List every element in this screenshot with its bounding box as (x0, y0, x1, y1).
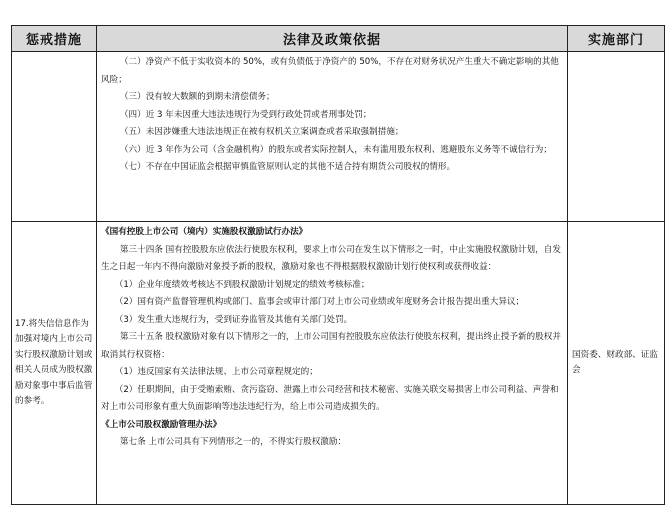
clause-line: （四）近 3 年未因重大违法违规行为受到行政处罚或者刑事处罚； (119, 109, 372, 120)
clause-line: （2）国有资产监督管理机构或部门、监事会或审计部门对上市公司业绩或年度财务会计报告提出重大异议； (114, 297, 525, 307)
header-measure: 惩戒措施 (12, 26, 97, 52)
clause-line: （二）净资产不低于实收资本的 50%，或有负债低于净资产的 50%，不存在对财务状况产生重大不确定影响的其他风险； (101, 57, 559, 85)
clause-line: （3）发生重大违规行为，受到证券监管及其他有关部门处罚。 (114, 314, 353, 325)
table-row (12, 222, 665, 505)
clause-line: （1）违反国家有关法律法规、上市公司章程规定的； (114, 367, 318, 377)
law-title: 《上市公司股权激励管理办法》 (101, 419, 222, 430)
table-row (12, 52, 665, 222)
clause-line: （五）未因涉嫌重大违法违规正在被有权机关立案调查或者采取强制措施； (119, 127, 404, 137)
header-basis: 法律及政策依据 (97, 26, 568, 52)
penalty-table (11, 25, 665, 505)
measure-cell: 17.将失信信息作为加强对境内上市公司实行股权激励计划或相关人员成为股权激励对象事中事后监管的参考。 (12, 222, 97, 505)
dept-cell: 国资委、财政部、证监会 (568, 222, 665, 505)
clause-line: （1）企业年度绩效考核达不到股权激励计划规定的绩效考核标准； (114, 279, 370, 290)
dept-cell (568, 52, 665, 222)
clause-line: （2）任职期间，由于受贿索贿、贪污盗窃、泄露上市公司经营和技术秘密、实施关联交易损害上市公司利益、声誉和对上市公司形象有重大负面影响等违法违纪行为，给上市公司造成损失的。 (101, 384, 559, 412)
article-34: 第三十四条 国有控股股东应依法行使股东权利，要求上市公司在发生以下情形之一时，中止实施股权激励计划，自发生之日起一年内不得向激励对象授予新的股权，激励对象也不得根据股权激励计划行使权利或获得收益： (101, 244, 561, 272)
article-7: 第七条 上市公司具有下列情形之一的，不得实行股权激励： (119, 437, 347, 447)
article-35: 第三十五条 股权激励对象有以下情形之一的，上市公司国有控股股东应依法行使股东权利，提出终止授予新的股权并取消其行权资格： (101, 332, 561, 360)
header-dept: 实施部门 (568, 26, 665, 52)
basis-cell (97, 222, 568, 505)
clause-line: （七）不存在中国证监会根据审慎监管原则认定的其他不适合持有期货公司股权的情形。 (119, 162, 456, 172)
law-title: 《国有控股上市公司（境内）实施股权激励试行办法》 (101, 227, 308, 237)
clause-line: （六）近 3 年作为公司（含金融机构）的股东或者实际控制人，未有滥用股东权利、逃避股东义务等不诚信行为； (119, 144, 552, 155)
clause-line: （三）没有较大数额的到期未清偿债务； (119, 92, 275, 102)
measure-cell (12, 52, 97, 222)
table-header-row (12, 26, 665, 52)
basis-cell (97, 52, 568, 222)
